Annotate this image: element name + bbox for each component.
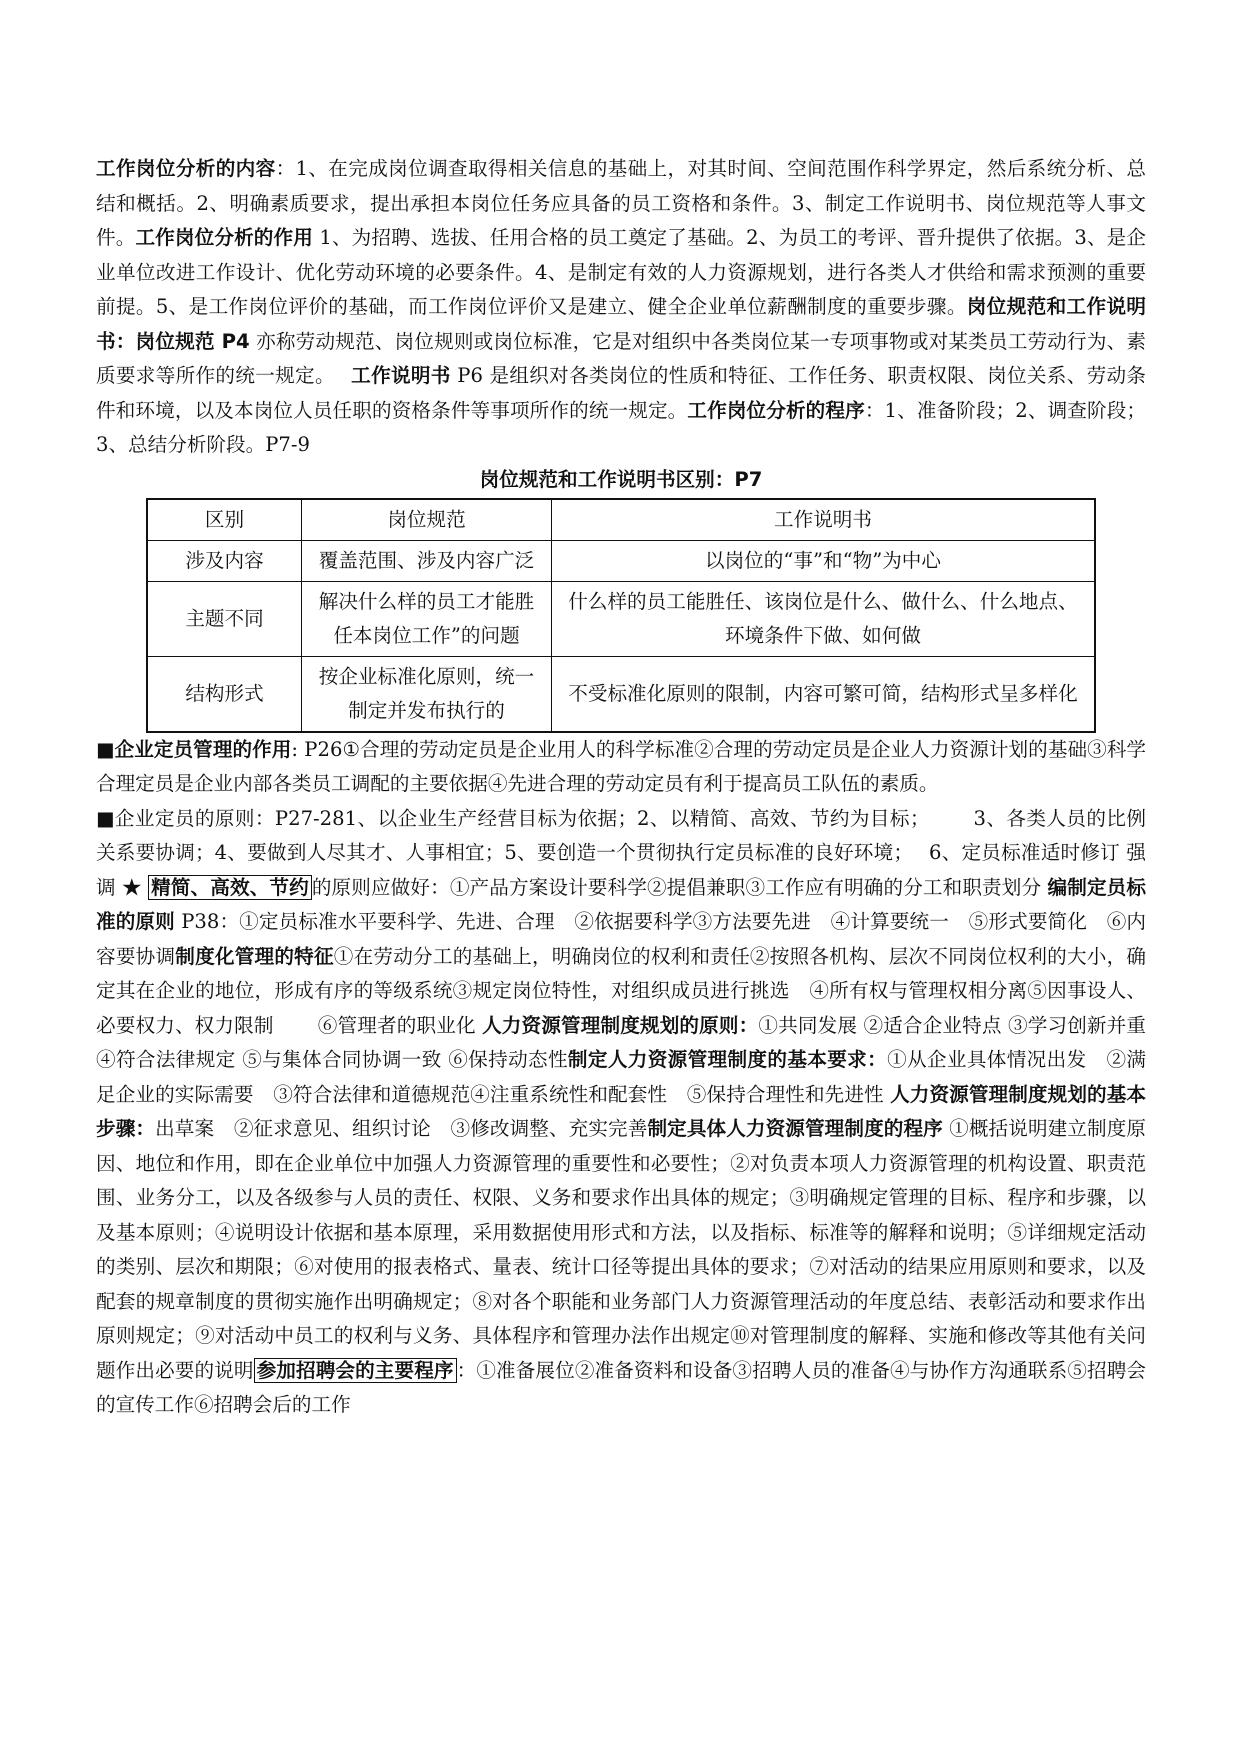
text-staffing-standard: P38：①定员标准水平要科学、先进、合理 ②依据要科学③方法要先进 ④计算要统一 ⑤形式要简化 ⑥内容要协调 <box>96 910 1147 968</box>
heading-institutional-management: 制度化管理的特征 <box>175 944 334 968</box>
heading-job-description: 工作说明书 <box>350 364 451 387</box>
table-cell: 按企业标准化原则，统一制定并发布执行的 <box>302 656 552 732</box>
heading-job-analysis-role: 工作岗位分析的作用 <box>135 226 313 249</box>
text-job-description: P6 是组织对各类岗位的性质和特征、工作任务、职责权限、岗位关系、劳动条件和环境，以及本岗位人员任职的资格条件等事项所作的统一规定。 <box>96 364 1147 422</box>
text-job-analysis-role: 1、为招聘、选拔、任用合格的员工奠定了基础。2、为员工的考评、晋升提供了依据。3、是企业单位改进工作设计、优化劳动环境的必要条件。4、是制定有效的人力资源规划，进行各类人才供给和需求预测的重要前提。5、是工作岗位评价的基础，而工作岗位评价又是建立、健全企业单位薪酬制度的重要步骤。 <box>96 226 1146 318</box>
text-staffing-principles-2: 3、各类人员的比例关系要协调；4、要做到人尽其才、人事相宜；5、要创造一个贯彻执行定员标准的良好环境； <box>96 806 1146 864</box>
text-job-spec: 亦称劳动规范、岗位规则或岗位标准，它是对组织中各类岗位某一专项事物或对某类员工劳动行为、素质要求等所作的统一规定。 <box>96 329 1146 387</box>
paragraph-staffing-role <box>96 733 1146 802</box>
table-header-cell: 岗位规范 <box>302 499 552 541</box>
table-row <box>147 656 1095 732</box>
heading-hr-system-requirements: 制定人力资源管理制度的基本要求： <box>567 1048 888 1071</box>
comparison-table <box>146 498 1096 733</box>
table-cell: 什么样的员工能胜任、该岗位是什么、做什么、什么地点、环境条件下做、如何做 <box>552 581 1096 656</box>
text-job-analysis-content: ：1、在完成岗位调查取得相关信息的基础上，对其时间、空间范围作科学界定，然后系统分析、总结和概括。2、明确素质要求，提出承担本岗位任务应具备的员工资格和条件。3、制定工作说明书、岗位规范等人事文件。 <box>96 157 1147 249</box>
table-cell: 覆盖范围、涉及内容广泛 <box>302 540 552 581</box>
document-page <box>96 152 1146 1423</box>
heading-job-analysis-procedure: 工作岗位分析的程序 <box>687 398 865 422</box>
text-hr-system-procedure: ①概括说明建立制度原因、地位和作用，即在企业单位中加强人力资源管理的重要性和必要性；②对负责本项人力资源管理的机构设置、职责范围、业务分工，以及各级参与人员的责任、权限、义务和要求作出具体的规定；③明确规定管理的目标、程序和步骤，以及基本原则；④说明设计依据和基本原理，采用数据使用形式和方法，以及指标、标准等的解释和说明；⑤详细规定活动的类别、层次和期限；⑥对使用的报表格式、量表、统计口径等提出具体的要求；⑦对活动的结果应用原则和要求，以及配套的规章制度的贯彻实施作出明确规定；⑧对各个职能和业务部门人力资源管理活动的年度总结、表彰活动和要求作出原则规定；⑨对活动中员工的权利与义务、具体程序和管理办法作出规定⑩对管理制度的解释、实施和修改等其他有关问题作出必要的说明 <box>96 1117 1147 1382</box>
paragraph-job-analysis <box>96 152 1146 463</box>
table-cell: 解决什么样的员工才能胜任本岗位工作”的问题 <box>302 581 552 656</box>
table-cell: 涉及内容 <box>147 540 302 581</box>
boxed-highlight-simplify: 精简、高效、节约 <box>148 875 312 900</box>
table-header-cell: 工作说明书 <box>552 499 1096 541</box>
text-staffing-principles-4: 的原则应做好：①产品方案设计要科学②提倡兼职③工作应有明确的分工和职责划分 <box>311 875 1048 899</box>
paragraph-staffing-principles <box>96 802 1146 1423</box>
table-row <box>147 581 1095 656</box>
heading-staffing-role: 企业定员管理的作用 <box>114 737 292 761</box>
bullet-square-icon: ■ <box>96 806 115 830</box>
heading-job-analysis-content: 工作岗位分析的内容 <box>96 157 276 180</box>
heading-job-spec: 岗位规范和工作说明书：岗位规范 P4 <box>96 295 1147 353</box>
text-staffing-principles-3: 6、定员标准适时修订 强调 ★ <box>96 841 1146 899</box>
text-staffing-role: : P26①合理的劳动定员是企业用人的科学标准②合理的劳动定员是企业人力资源计划的基础③科学合理定员是企业内部各类员工调配的主要依据④先进合理的劳动定员有利于提高员工队伍的素质。 <box>96 737 1147 795</box>
heading-hr-system-procedure: 制定具体人力资源管理制度的程序 <box>647 1117 943 1140</box>
text-hr-system-requirements: ①从企业具体情况出发 ②满足企业的实际需要 ③符合法律和道德规范④注重系统性和配套性 ⑤保持合理性和先进性 <box>96 1048 1147 1106</box>
text-institutional-management-6: ⑥管理者的职业化 <box>317 1013 483 1037</box>
table-header-row <box>147 499 1095 541</box>
heading-staffing-standard: 编制定员标准的原则 <box>96 875 1146 933</box>
table-caption: 岗位规范和工作说明书区别：P7 <box>479 467 763 491</box>
table-cell: 主题不同 <box>147 581 302 656</box>
text-job-fair-procedure: ：①准备展位②准备资料和设备③招聘人员的准备④与协作方沟通联系⑤招聘会的宣传工作⑥招聘会后的工作 <box>96 1358 1147 1416</box>
heading-hr-system-principles: 人力资源管理制度规划的原则： <box>482 1013 759 1037</box>
boxed-heading-job-fair: 参加招聘会的主要程序 <box>254 1358 457 1383</box>
text-job-analysis-procedure: ：1、准备阶段；2、调查阶段；3、总结分析阶段。P7-9 <box>96 398 1147 456</box>
text-staffing-principles-1: 企业定员的原则：P27-281、以企业生产经营目标为依据；2、以精简、高效、节约为目标； <box>114 806 930 830</box>
bullet-square-icon: ■ <box>96 737 115 761</box>
table-cell: 不受标准化原则的限制，内容可繁可简，结构形式呈多样化 <box>552 656 1096 732</box>
text-institutional-management: ①在劳动分工的基础上，明确岗位的权利和责任②按照各机构、层次不同岗位权利的大小，确定其在企业的地位，形成有序的等级系统③规定岗位特性，对组织成员进行挑选 ④所有权与管理权相分离⑤因事设人、必要权力、权力限制 <box>96 944 1147 1037</box>
table-cell: 结构形式 <box>147 656 302 732</box>
table-cell: 以岗位的“事”和“物”为中心 <box>552 540 1096 581</box>
table-header-cell: 区别 <box>147 499 302 541</box>
text-hr-system-principles: ①共同发展 ②适合企业特点 ③学习创新并重 ④符合法律规定 ⑤与集体合同协调一致 ⑥保持动态性 <box>96 1013 1146 1071</box>
heading-hr-system-steps: 人力资源管理制度规划的基本步骤： <box>96 1082 1146 1140</box>
table-row <box>147 540 1095 581</box>
text-hr-system-steps: 出草案 ②征求意见、组织讨论 ③修改调整、充实完善 <box>155 1117 648 1140</box>
